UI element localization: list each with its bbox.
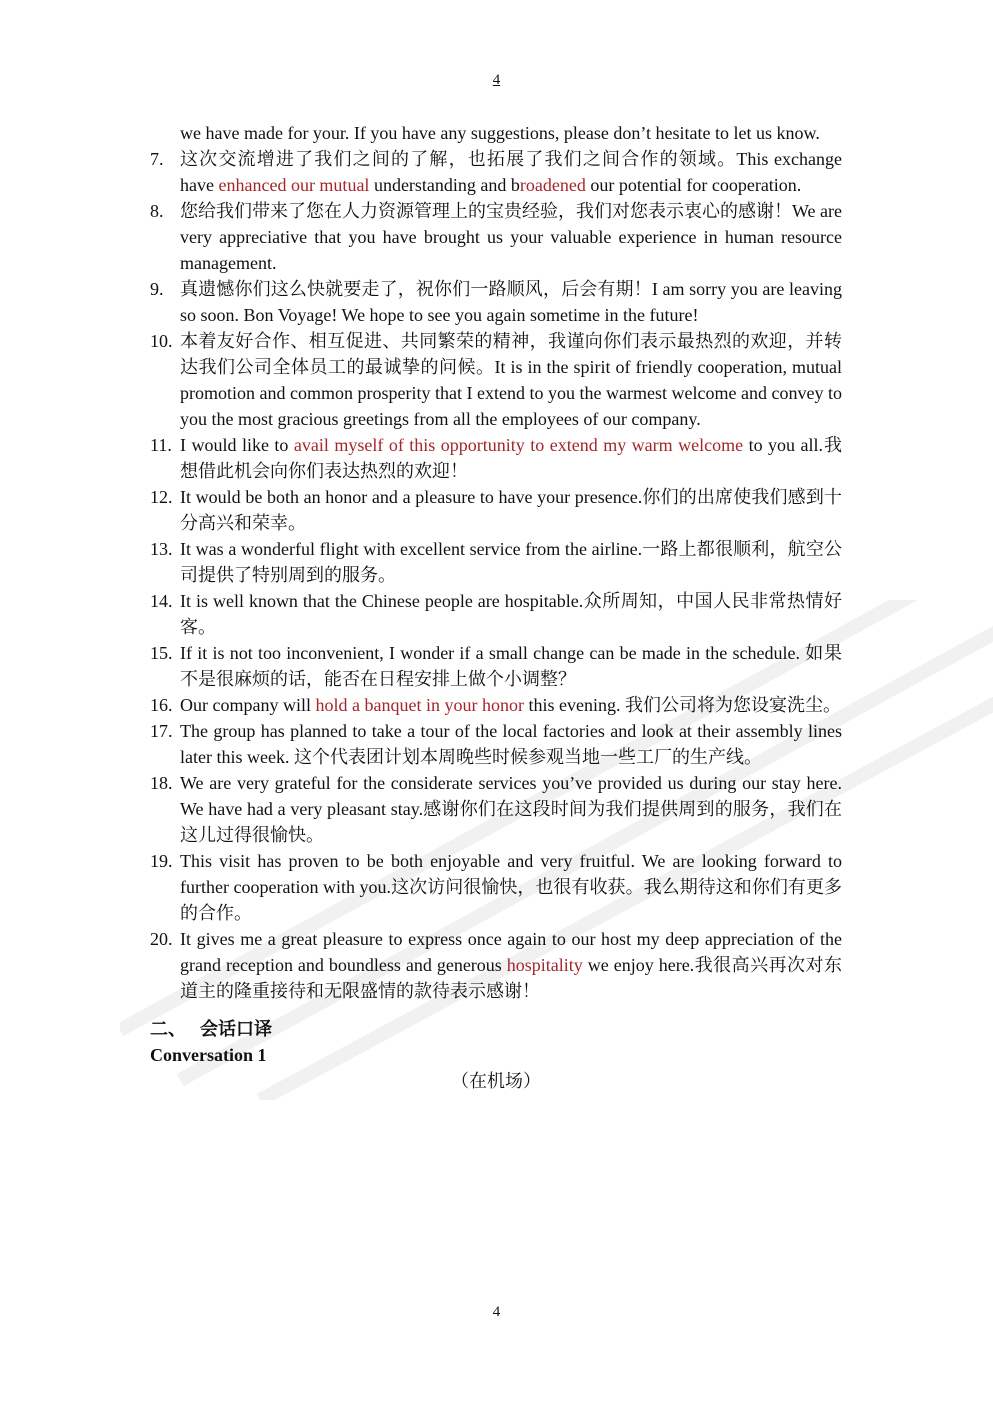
item-number: 17.	[150, 721, 173, 741]
section-heading	[150, 1016, 842, 1042]
item-number: 10.	[150, 331, 173, 351]
item-text	[150, 640, 842, 692]
text-run: This visit has proven to be both enjoyable and very fruitful. We are looking forward to further cooperation with you.这次访问很愉快，也很有收获。我么期待这和你们有更多的合作。	[180, 851, 842, 923]
highlighted-phrase: hospitality	[506, 955, 583, 975]
list-item	[150, 276, 842, 328]
item-number: 20.	[150, 929, 173, 949]
item-text	[150, 848, 842, 926]
text-run: I would like to	[180, 435, 294, 455]
page-number-top: 4	[492, 72, 501, 88]
text-run: Our company will	[180, 695, 316, 715]
item-text	[150, 432, 842, 484]
highlighted-phrase: avail myself of this opportunity to extend my warm welcome	[293, 435, 744, 455]
list-item	[150, 432, 842, 484]
item-number: 8.	[150, 201, 164, 221]
item-number: 12.	[150, 487, 173, 507]
text-run: understanding and b	[369, 175, 520, 195]
list-item	[150, 536, 842, 588]
text-run: 本着友好合作、相互促进、共同繁荣的精神，我谨向你们表示最热烈的欢迎，并转达我们公司全体员工的最诚挚的问候。It is in the spirit of friendly cooperation, mutual promotion and common prosperity that I extend to you the warmest welcome and convey to you the most gracious greetings from all the employees of our company.	[180, 331, 842, 429]
page-number-bottom: 4	[492, 1304, 501, 1320]
item-text	[150, 588, 842, 640]
item-text	[150, 120, 842, 146]
document-body	[150, 120, 842, 1094]
list-item	[150, 146, 842, 198]
item-text	[150, 198, 842, 276]
item-number: 11.	[150, 435, 172, 455]
highlighted-phrase: enhanced our mutual	[218, 175, 370, 195]
list-item	[150, 692, 842, 718]
item-number: 15.	[150, 643, 173, 663]
item-number: 13.	[150, 539, 173, 559]
list-item	[150, 588, 842, 640]
item-number: 18.	[150, 773, 173, 793]
section-marker: 二、	[150, 1019, 186, 1039]
list-item	[150, 120, 842, 146]
text-run: we enjoy here.我很高兴再次对东道主的隆重接待和无限盛情的款待表示感谢！	[180, 955, 843, 1001]
scene-note: （在机场）	[451, 1071, 541, 1091]
list-item	[150, 640, 842, 692]
item-text	[150, 692, 842, 718]
item-text	[150, 146, 842, 198]
conversation-title: Conversation 1	[150, 1045, 267, 1065]
list-item	[150, 848, 842, 926]
list-item	[150, 328, 842, 432]
text-run: 您给我们带来了您在人力资源管理上的宝贵经验，我们对您表示衷心的感谢！We are very appreciative that you have brought us your valuable experience in human resource management.	[180, 201, 843, 273]
text-run: It was a wonderful flight with excellent service from the airline.一路上都很顺利，航空公司提供了特别周到的服务。	[180, 539, 842, 585]
text-run: It would be both an honor and a pleasure to have your presence.你们的出席使我们感到十分高兴和荣幸。	[180, 487, 842, 533]
text-run: 真遗憾你们这么快就要走了，祝你们一路顺风，后会有期！I am sorry you are leaving so soon. Bon Voyage! We hope to see you again sometime in the future!	[180, 279, 842, 325]
item-text	[150, 328, 842, 432]
text-run: The group has planned to take a tour of the local factories and look at their assembly lines later this week. 这个代表团计划本周晚些时候参观当地一些工厂的生产线。	[180, 721, 842, 767]
item-number: 16.	[150, 695, 173, 715]
text-run: we have made for your. If you have any suggestions, please don’t hesitate to let us know.	[180, 123, 820, 143]
text-run: to you all.我想借此机会向你们表达热烈的欢迎！	[180, 435, 842, 481]
text-run: It is well known that the Chinese people are hospitable.众所周知，中国人民非常热情好客。	[180, 591, 842, 637]
item-text	[150, 718, 842, 770]
list-item	[150, 718, 842, 770]
item-number: 7.	[150, 149, 164, 169]
section-title: 会话口译	[200, 1019, 272, 1039]
item-text	[150, 484, 842, 536]
highlighted-phrase: roadened	[519, 175, 586, 195]
text-run: 这次交流增进了我们之间的了解，也拓展了我们之间合作的领域。This exchange have	[180, 149, 842, 195]
item-text	[150, 276, 842, 328]
item-number: 14.	[150, 591, 173, 611]
list-item	[150, 484, 842, 536]
item-text	[150, 770, 842, 848]
text-run: ption and boundless and generous	[255, 955, 507, 975]
item-text	[150, 926, 842, 1004]
text-run: our potential for cooperation.	[585, 175, 802, 195]
highlighted-phrase: hold a banquet in your honor	[315, 695, 524, 715]
text-run: It gives me a great pleasure to express once again to our host my deep appreciation of the grand rece	[180, 929, 842, 975]
list-item	[150, 198, 842, 276]
item-number: 9.	[150, 279, 164, 299]
text-run: We are very grateful for the considerate services you’ve provided us during our stay here. We have had a very pleasant stay.感谢你们在这段时间为我们提供周到的服务，我们在这儿过得很愉快。	[180, 773, 842, 845]
text-run: If it is not too inconvenient, I wonder if a small change can be made in the schedule. 如果不是很麻烦的话，能否在日程安排上做个小调整？	[180, 643, 842, 689]
item-text	[150, 536, 842, 588]
list-item	[150, 770, 842, 848]
item-number: 19.	[150, 851, 173, 871]
text-run: this evening. 我们公司将为您设宴洗尘。	[523, 695, 841, 715]
list-item	[150, 926, 842, 1004]
